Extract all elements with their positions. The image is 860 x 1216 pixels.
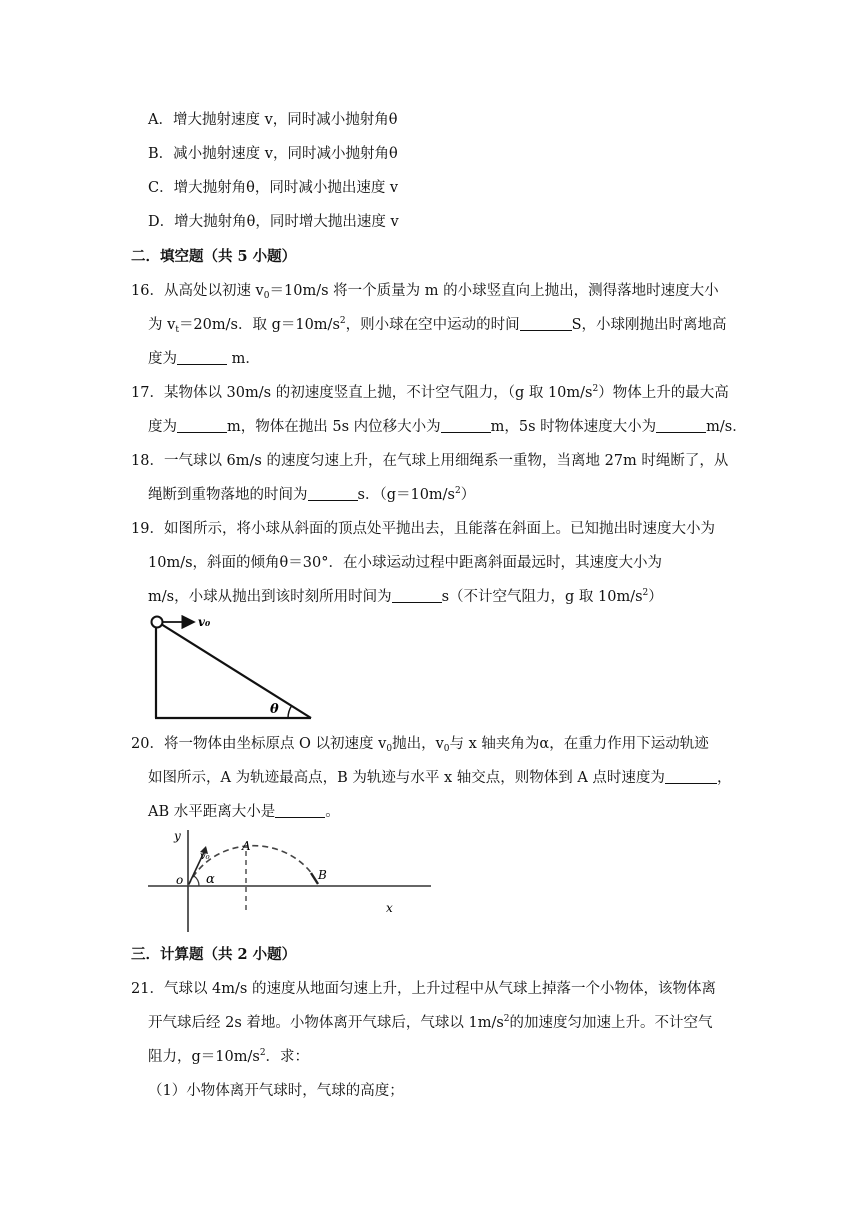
point-b-label: B [318,868,327,882]
answer-blank [656,417,706,433]
incline-slope [161,624,311,718]
q19-line-1: 19．如图所示，将小球从斜面的顶点处平抛出去，且能落在斜面上。已知抛出时速度大小为 [131,521,715,537]
answer-blank [665,768,717,784]
q19-line-3: m/s，小球从抛出到该时刻所用时间为 s（不计空气阻力，g 取 $10m/s^2$） [148,588,663,605]
answer-blank [520,315,572,331]
option-b: B．减小抛射速度 v，同时减小抛射角θ [148,146,398,162]
q21-line-3: 阻力，$g=10m/s^2$．求： [148,1048,310,1065]
incline-figure [148,612,323,724]
answer-blank [308,485,358,501]
point-a-label: A [242,839,251,853]
x-axis-label: x [386,901,393,915]
ball-icon [152,617,163,628]
section-calculation-title: 三．计算题（共 2 小题） [131,946,297,963]
v0-vector-label: v₀ [200,851,210,862]
q17-line-2: 度为 m，物体在抛出 5s 内位移大小为 m，5s 时物体速度大小为 m/s． [148,419,747,435]
v0-label: v₀ [198,615,211,629]
angle-arc [288,706,292,718]
answer-blank [392,587,442,603]
answer-blank [177,349,227,365]
alpha-arc [194,876,199,886]
q16-line-1: 16．从高处以初速 $v_0=10m/s$ 将一个质量为 m 的小球竖直向上抛出，测得落地时速度大小 [131,283,719,301]
q20-line-3: AB 水平距离大小是 。 [148,804,340,820]
option-c: C．增大抛射角θ，同时减小抛出速度 v [148,180,399,196]
origin-label: o [176,873,184,887]
option-a: A．增大抛射速度 v，同时减小抛射角θ [148,112,398,128]
alpha-label: α [206,872,215,887]
q21-subquestion-1: （1）小物体离开气球时，气球的高度； [148,1083,404,1099]
q20-line-2: 如图所示，A 为轨迹最高点，B 为轨迹与水平 x 轴交点，则物体到 A 点时速度为 ， [148,770,732,786]
q21-line-2: 开气球后经 2s 着地。小物体离开气球后，气球以 $1m/s^2$的加速度匀加速上升。不计空气 [148,1014,713,1031]
q21-line-1: 21．气球以 4m/s 的速度从地面匀速上升，上升过程中从气球上掉落一个小物体，该物体离 [131,981,716,997]
answer-blank [275,802,325,818]
q16-line-2: 为 $v_t=20m/s$．取 $g=10m/s^2$，则小球在空中运动的时间 S，小球刚抛出时离地高 [148,316,727,335]
option-d: D．增大抛射角θ，同时增大抛出速度 v [148,214,399,230]
y-axis-label: y [174,829,181,843]
trajectory-end-segment [311,873,318,884]
answer-blank [441,417,491,433]
section-fill-blank-title: 二．填空题（共 5 小题） [131,248,297,265]
q16-line-3: 度为 m． [148,351,260,367]
answer-blank [177,417,227,433]
q20-line-1: 20．将一物体由坐标原点 O 以初速度 $v_0$抛出，$v_0$与 x 轴夹角为α，在重力作用下运动轨迹 [131,736,709,754]
theta-label: θ [270,702,279,717]
trajectory-figure [148,826,408,938]
q18-line-1: 18．一气球以 6m/s 的速度匀速上升，在气球上用细绳系一重物，当离地 27m 时绳断了，从 [131,453,729,469]
q18-line-2: 绳断到重物落地的时间为 s．$(g=10m/s^2)$ [148,486,476,503]
q17-line-1: 17．某物体以 30m/s 的初速度竖直上抛，不计空气阻力，（g 取 $10m/s^2$）物体上升的最大高 [131,384,729,401]
q19-line-2: 10m/s，斜面的倾角θ＝30°．在小球运动过程中距离斜面最远时，其速度大小为 [148,555,662,571]
